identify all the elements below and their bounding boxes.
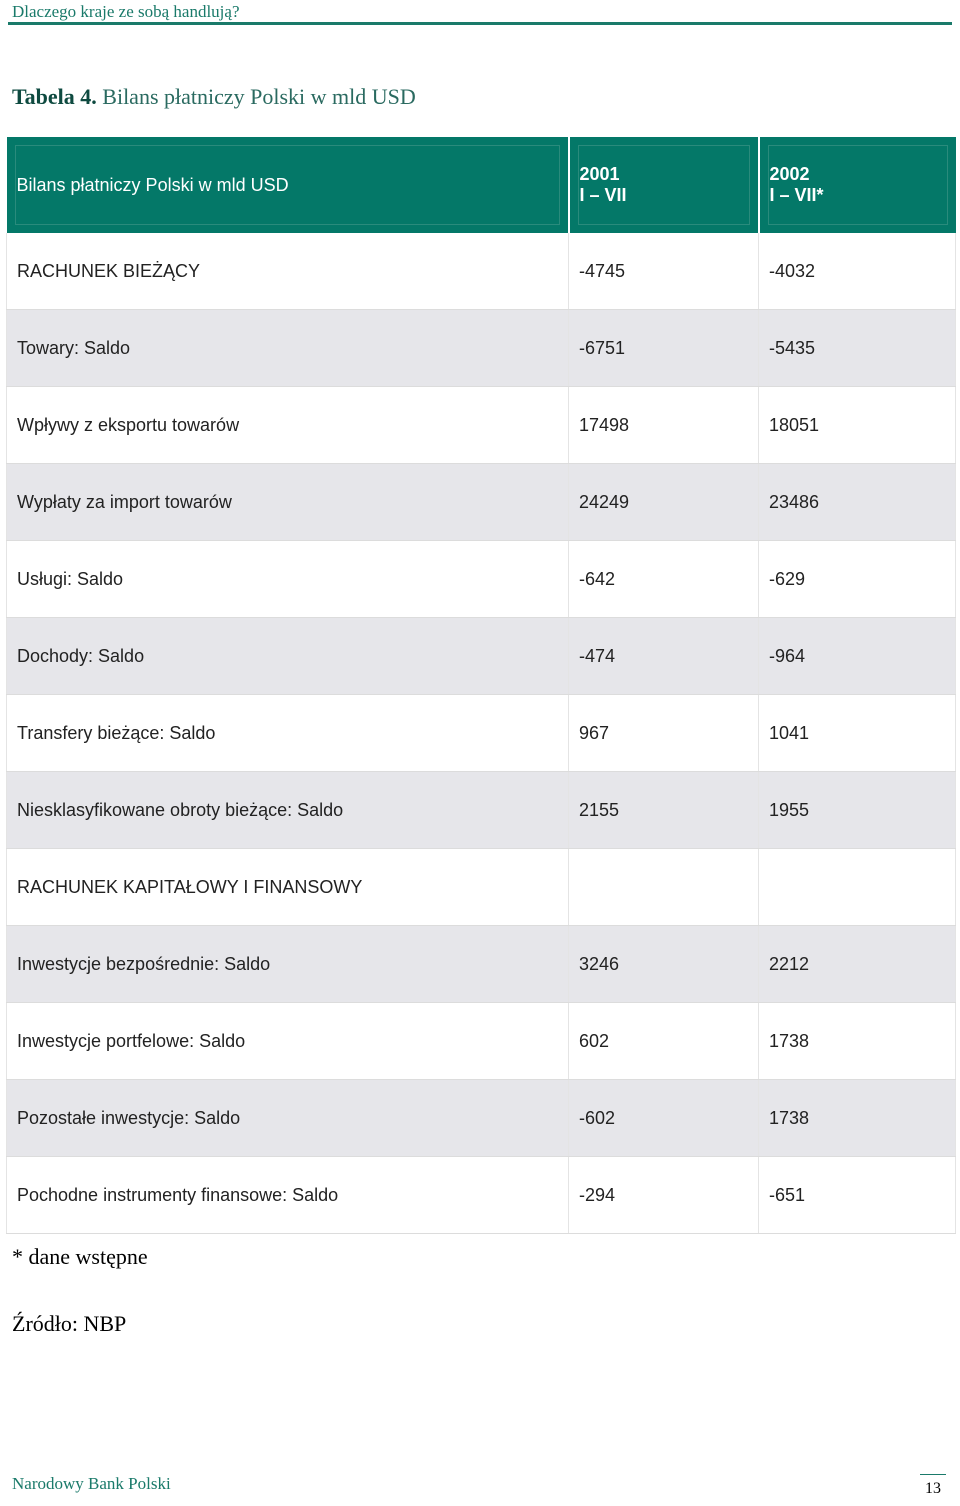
header-2001-period: I – VII bbox=[579, 185, 627, 205]
table-row bbox=[7, 1080, 956, 1157]
header-2002 bbox=[759, 137, 956, 233]
table-caption-label: Tabela 4. bbox=[12, 84, 97, 109]
value-2001: 602 bbox=[569, 1003, 759, 1080]
header-2002-year: 2002 bbox=[769, 164, 810, 184]
value-2002: 18051 bbox=[759, 387, 956, 464]
table-row bbox=[7, 695, 956, 772]
footnote: * dane wstępne bbox=[12, 1244, 148, 1269]
row-label: Wypłaty za import towarów bbox=[7, 464, 569, 541]
header-2002-period: I – VII* bbox=[769, 185, 824, 205]
value-2002: -629 bbox=[759, 541, 956, 618]
value-2001: 17498 bbox=[569, 387, 759, 464]
table-row bbox=[7, 387, 956, 464]
page-number: 13 bbox=[920, 1474, 946, 1498]
table-row bbox=[7, 541, 956, 618]
table-row bbox=[7, 926, 956, 1003]
value-2001: -6751 bbox=[569, 310, 759, 387]
table-row bbox=[7, 618, 956, 695]
table-row bbox=[7, 1003, 956, 1080]
value-2001: 967 bbox=[569, 695, 759, 772]
value-2001: -474 bbox=[569, 618, 759, 695]
row-label: Niesklasyfikowane obroty bieżące: Saldo bbox=[7, 772, 569, 849]
value-2002: -964 bbox=[759, 618, 956, 695]
source-note: Źródło: NBP bbox=[12, 1311, 127, 1336]
row-label: RACHUNEK BIEŻĄCY bbox=[7, 233, 569, 310]
value-2002: 1738 bbox=[759, 1080, 956, 1157]
table-body bbox=[7, 233, 956, 1234]
row-label: Pozostałe inwestycje: Saldo bbox=[7, 1080, 569, 1157]
row-label: Transfery bieżące: Saldo bbox=[7, 695, 569, 772]
value-2002: -4032 bbox=[759, 233, 956, 310]
value-2002: -651 bbox=[759, 1157, 956, 1234]
value-2001 bbox=[569, 849, 759, 926]
value-2001: -602 bbox=[569, 1080, 759, 1157]
value-2002: 1041 bbox=[759, 695, 956, 772]
running-header: Dlaczego kraje ze sobą handlują? bbox=[12, 2, 240, 21]
table-row bbox=[7, 310, 956, 387]
table-caption bbox=[12, 84, 416, 110]
header-2001 bbox=[569, 137, 759, 233]
table-row bbox=[7, 233, 956, 310]
value-2002: 1955 bbox=[759, 772, 956, 849]
row-label: Usługi: Saldo bbox=[7, 541, 569, 618]
value-2002: 1738 bbox=[759, 1003, 956, 1080]
value-2001: 3246 bbox=[569, 926, 759, 1003]
row-label: RACHUNEK KAPITAŁOWY I FINANSOWY bbox=[7, 849, 569, 926]
value-2002: 2212 bbox=[759, 926, 956, 1003]
header-rule bbox=[8, 22, 952, 25]
row-label: Towary: Saldo bbox=[7, 310, 569, 387]
value-2001: 24249 bbox=[569, 464, 759, 541]
header-2001-year: 2001 bbox=[579, 164, 620, 184]
value-2001: 2155 bbox=[569, 772, 759, 849]
table-caption-title: Bilans płatniczy Polski w mld USD bbox=[102, 84, 416, 109]
table-row bbox=[7, 464, 956, 541]
value-2001: -4745 bbox=[569, 233, 759, 310]
row-label: Pochodne instrumenty finansowe: Saldo bbox=[7, 1157, 569, 1234]
table-row bbox=[7, 1157, 956, 1234]
value-2002: -5435 bbox=[759, 310, 956, 387]
row-label: Inwestycje portfelowe: Saldo bbox=[7, 1003, 569, 1080]
footer-publisher: Narodowy Bank Polski bbox=[12, 1474, 171, 1493]
table-row bbox=[7, 772, 956, 849]
table-header-row bbox=[7, 137, 956, 233]
row-label: Wpływy z eksportu towarów bbox=[7, 387, 569, 464]
value-2002 bbox=[759, 849, 956, 926]
value-2001: -642 bbox=[569, 541, 759, 618]
value-2001: -294 bbox=[569, 1157, 759, 1234]
row-label: Inwestycje bezpośrednie: Saldo bbox=[7, 926, 569, 1003]
table-row bbox=[7, 849, 956, 926]
balance-of-payments-table bbox=[6, 137, 956, 1234]
row-label: Dochody: Saldo bbox=[7, 618, 569, 695]
header-title bbox=[7, 137, 569, 233]
value-2002: 23486 bbox=[759, 464, 956, 541]
header-title-text: Bilans płatniczy Polski w mld USD bbox=[16, 174, 289, 195]
